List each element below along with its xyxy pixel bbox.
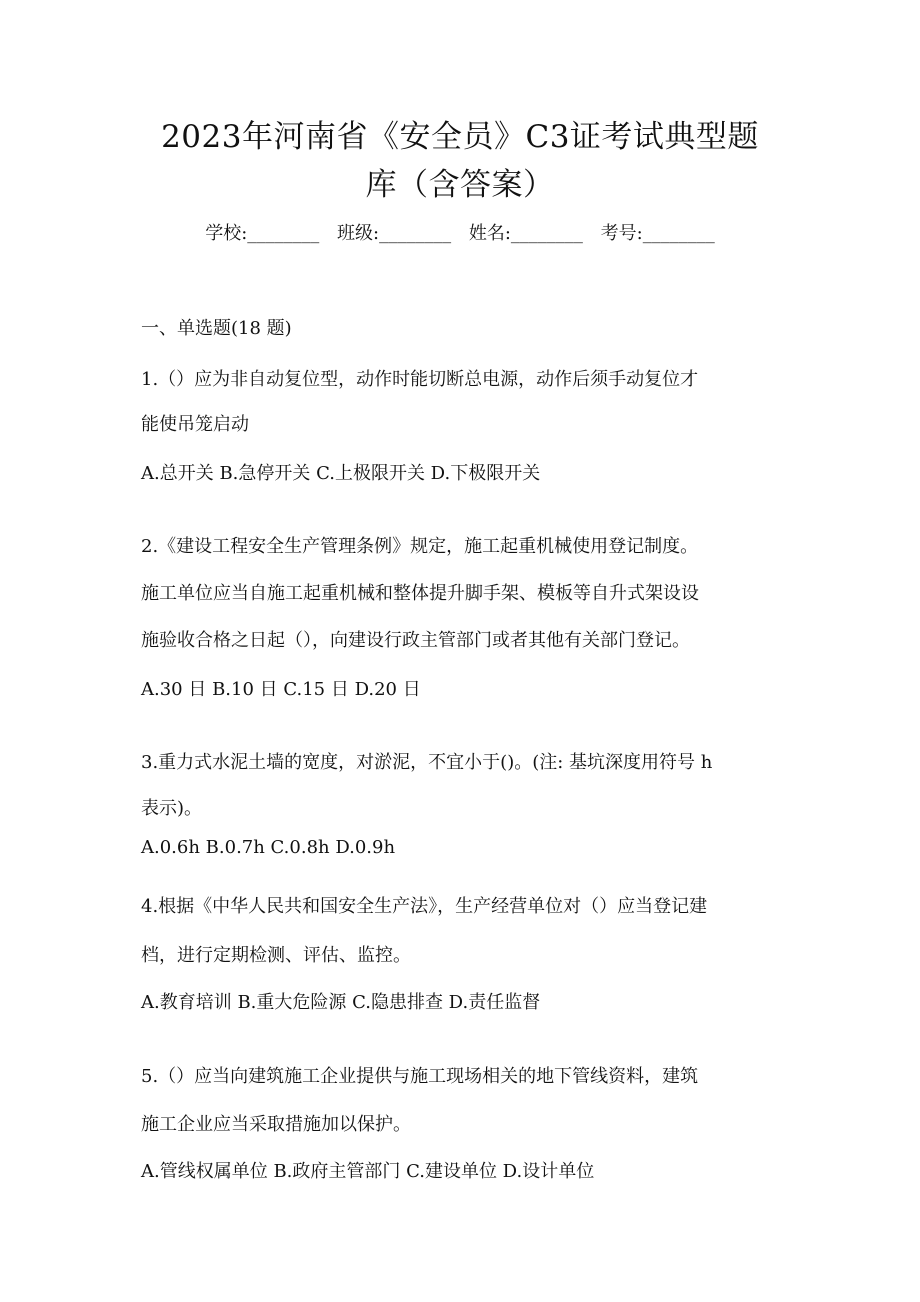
question-5-line-1: 5.（）应当向建筑施工企业提供与施工现场相关的地下管线资料，建筑 <box>141 1066 699 1087</box>
exam-number-field: 考号:________ <box>600 223 715 244</box>
name-field: 姓名:________ <box>468 223 583 244</box>
question-3-line-2: 表示)。 <box>141 798 203 819</box>
question-1-options: A.总开关 B.急停开关 C.上极限开关 D.下极限开关 <box>141 463 541 484</box>
school-field: 学校:________ <box>205 223 320 244</box>
document-title-line-2: 库（含答案） <box>365 167 555 203</box>
document-title-line-1: 2023年河南省《安全员》C3证考试典型题 <box>161 119 759 155</box>
section-heading: 一、单选题(18 题) <box>141 318 292 339</box>
question-4-line-1: 4.根据《中华人民共和国安全生产法》，生产经营单位对（）应当登记建 <box>141 896 708 917</box>
question-2-options: A.30 日 B.10 日 C.15 日 D.20 日 <box>141 679 421 700</box>
question-5-line-2: 施工企业应当采取措施加以保护。 <box>141 1114 411 1135</box>
question-2-line-1: 2.《建设工程安全生产管理条例》规定，施工起重机械使用登记制度。 <box>141 536 699 557</box>
question-1-line-1: 1.（）应为非自动复位型，动作时能切断总电源，动作后须手动复位才 <box>141 369 699 390</box>
question-2-line-2: 施工单位应当自施工起重机械和整体提升脚手架、模板等自升式架设设 <box>141 583 699 604</box>
question-3-line-1: 3.重力式水泥土墙的宽度，对淤泥，不宜小于()。(注: 基坑深度用符号 h <box>141 752 713 773</box>
question-4-options: A.教育培训 B.重大危险源 C.隐患排查 D.责任监督 <box>141 992 541 1013</box>
question-1-line-2: 能使吊笼启动 <box>141 414 249 435</box>
question-3-options: A.0.6h B.0.7h C.0.8h D.0.9h <box>141 837 396 858</box>
student-info-row <box>0 220 920 248</box>
question-5-options: A.管线权属单位 B.政府主管部门 C.建设单位 D.设计单位 <box>141 1161 595 1182</box>
class-field: 班级:________ <box>337 223 452 244</box>
question-2-line-3: 施验收合格之日起（），向建设行政主管部门或者其他有关部门登记。 <box>141 630 690 651</box>
question-4-line-2: 档，进行定期检测、评估、监控。 <box>141 945 411 966</box>
